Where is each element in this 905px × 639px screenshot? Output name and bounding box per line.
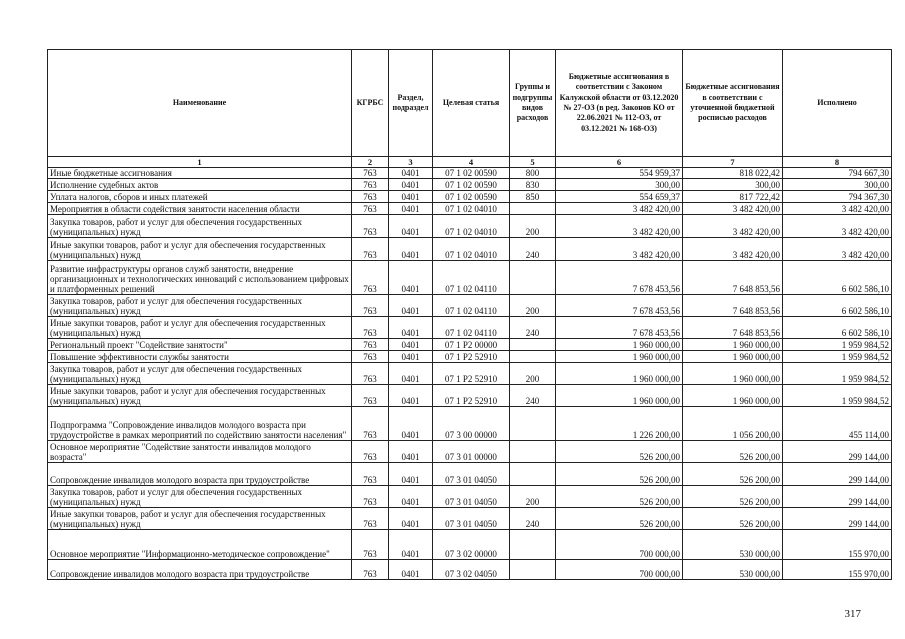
cell-law-amount: 526 200,00: [556, 441, 683, 463]
cell-refined-amount: 1 960 000,00: [683, 363, 783, 385]
cell-name: Сопровождение инвалидов молодого возраста при трудоустройстве: [48, 463, 352, 486]
cell-law-amount: 526 200,00: [556, 508, 683, 530]
cell-section: 0401: [389, 179, 433, 191]
cell-executed-amount: 299 144,00: [783, 441, 892, 463]
table-row: [48, 295, 892, 317]
cell-target: 07 3 01 04050: [433, 463, 510, 486]
cell-name: Иные закупки товаров, работ и услуг для обеспечения государственных (муниципальных) нужд: [48, 238, 352, 261]
cell-name: Основное мероприятие "Содействие занятости инвалидов молодого возраста": [48, 441, 352, 463]
cell-kgrbs: 763: [352, 508, 389, 530]
cell-refined-amount: 3 482 420,00: [683, 238, 783, 261]
cell-kgrbs: 763: [352, 441, 389, 463]
cell-section: 0401: [389, 168, 433, 179]
cell-section: 0401: [389, 191, 433, 203]
cell-section: 0401: [389, 530, 433, 560]
cell-refined-amount: 530 000,00: [683, 560, 783, 580]
cell-law-amount: 7 678 453,56: [556, 261, 683, 295]
cell-refined-amount: 526 200,00: [683, 508, 783, 530]
cell-executed-amount: 1 959 984,52: [783, 351, 892, 363]
cell-name: Мероприятия в области содействия занятости населения области: [48, 203, 352, 215]
cell-law-amount: 1 960 000,00: [556, 385, 683, 407]
cell-group: [510, 261, 556, 295]
cell-law-amount: 554 659,37: [556, 191, 683, 203]
cell-refined-amount: 1 056 200,00: [683, 407, 783, 441]
cell-executed-amount: 3 482 420,00: [783, 203, 892, 215]
cell-kgrbs: 763: [352, 179, 389, 191]
table-row: [48, 168, 892, 179]
table-row: [48, 238, 892, 261]
column-number: 1: [48, 157, 352, 168]
cell-law-amount: 526 200,00: [556, 463, 683, 486]
cell-law-amount: 700 000,00: [556, 560, 683, 580]
cell-law-amount: 300,00: [556, 179, 683, 191]
table-row: [48, 215, 892, 238]
cell-kgrbs: 763: [352, 191, 389, 203]
cell-law-amount: 3 482 420,00: [556, 238, 683, 261]
cell-executed-amount: 794 667,30: [783, 168, 892, 179]
cell-group: 240: [510, 385, 556, 407]
table-row: [48, 351, 892, 363]
cell-law-amount: 554 959,37: [556, 168, 683, 179]
header-target: Целевая статья: [433, 50, 510, 157]
cell-group: 200: [510, 215, 556, 238]
cell-section: 0401: [389, 441, 433, 463]
cell-kgrbs: 763: [352, 560, 389, 580]
cell-name: Развитие инфраструктуры органов служб занятости, внедрение организационных и технологических инноваций с использованием цифровых и платформенных решений: [48, 261, 352, 295]
cell-group: 830: [510, 179, 556, 191]
cell-section: 0401: [389, 486, 433, 508]
cell-refined-amount: 1 960 000,00: [683, 385, 783, 407]
table-row: [48, 530, 892, 560]
cell-kgrbs: 763: [352, 295, 389, 317]
cell-group: 200: [510, 363, 556, 385]
cell-refined-amount: 300,00: [683, 179, 783, 191]
cell-target: 07 1 02 04110: [433, 317, 510, 339]
cell-target: 07 1 P2 52910: [433, 385, 510, 407]
column-number: 8: [783, 157, 892, 168]
column-number: 6: [556, 157, 683, 168]
table-row: [48, 508, 892, 530]
cell-section: 0401: [389, 317, 433, 339]
table-row: [48, 441, 892, 463]
cell-kgrbs: 763: [352, 339, 389, 351]
cell-group: [510, 339, 556, 351]
cell-executed-amount: 299 144,00: [783, 508, 892, 530]
cell-kgrbs: 763: [352, 486, 389, 508]
cell-section: 0401: [389, 508, 433, 530]
cell-executed-amount: 3 482 420,00: [783, 238, 892, 261]
cell-target: 07 1 02 00590: [433, 168, 510, 179]
cell-target: 07 1 P2 52910: [433, 351, 510, 363]
cell-section: 0401: [389, 203, 433, 215]
cell-group: [510, 530, 556, 560]
cell-law-amount: 7 678 453,56: [556, 317, 683, 339]
cell-executed-amount: 1 959 984,52: [783, 339, 892, 351]
cell-executed-amount: 455 114,00: [783, 407, 892, 441]
table-row: [48, 261, 892, 295]
cell-refined-amount: 818 022,42: [683, 168, 783, 179]
cell-name: Повышение эффективности службы занятости: [48, 351, 352, 363]
cell-kgrbs: 763: [352, 317, 389, 339]
cell-refined-amount: 7 648 853,56: [683, 295, 783, 317]
cell-kgrbs: 763: [352, 385, 389, 407]
header-section: Раздел, подраздел: [389, 50, 433, 157]
cell-name: Сопровождение инвалидов молодого возраста при трудоустройстве: [48, 560, 352, 580]
cell-target: 07 3 01 00000: [433, 441, 510, 463]
column-number-row: [48, 157, 892, 168]
table-row: [48, 560, 892, 580]
cell-group: 200: [510, 486, 556, 508]
header-law-allocations: Бюджетные ассигнования в соответствии с Законом Калужской области от 03.12.2020 № 27-ОЗ (в ред. Законов КО от 22.06.2021 № 112-ОЗ, от 03.12.2021 № 168-ОЗ): [556, 50, 683, 157]
cell-target: 07 1 02 04110: [433, 261, 510, 295]
cell-kgrbs: 763: [352, 363, 389, 385]
cell-group: 800: [510, 168, 556, 179]
cell-refined-amount: 3 482 420,00: [683, 203, 783, 215]
table-row: [48, 179, 892, 191]
cell-group: [510, 463, 556, 486]
cell-name: Иные бюджетные ассигнования: [48, 168, 352, 179]
cell-target: 07 1 02 00590: [433, 191, 510, 203]
cell-kgrbs: 763: [352, 203, 389, 215]
cell-kgrbs: 763: [352, 463, 389, 486]
cell-group: [510, 407, 556, 441]
column-number: 5: [510, 157, 556, 168]
cell-name: Основное мероприятие "Информационно-методическое сопровождение": [48, 530, 352, 560]
cell-refined-amount: 1 960 000,00: [683, 351, 783, 363]
cell-section: 0401: [389, 560, 433, 580]
cell-executed-amount: 6 602 586,10: [783, 295, 892, 317]
cell-refined-amount: 3 482 420,00: [683, 215, 783, 238]
cell-refined-amount: 530 000,00: [683, 530, 783, 560]
cell-group: [510, 351, 556, 363]
header-groups: Группы и подгруппы видов расходов: [510, 50, 556, 157]
column-number: 7: [683, 157, 783, 168]
cell-group: [510, 560, 556, 580]
budget-table: [47, 49, 892, 580]
cell-kgrbs: 763: [352, 530, 389, 560]
header-name: Наименование: [48, 50, 352, 157]
table-row: [48, 385, 892, 407]
cell-executed-amount: 155 970,00: [783, 560, 892, 580]
cell-group: [510, 203, 556, 215]
cell-executed-amount: 6 602 586,10: [783, 261, 892, 295]
cell-name: Иные закупки товаров, работ и услуг для обеспечения государственных (муниципальных) нужд: [48, 508, 352, 530]
cell-target: 07 3 01 04050: [433, 508, 510, 530]
table-row: [48, 339, 892, 351]
cell-kgrbs: 763: [352, 168, 389, 179]
cell-law-amount: 3 482 420,00: [556, 203, 683, 215]
cell-executed-amount: 794 367,30: [783, 191, 892, 203]
cell-refined-amount: 7 648 853,56: [683, 261, 783, 295]
cell-section: 0401: [389, 215, 433, 238]
cell-executed-amount: 1 959 984,52: [783, 363, 892, 385]
column-number: 3: [389, 157, 433, 168]
cell-law-amount: 700 000,00: [556, 530, 683, 560]
header-row: [48, 50, 892, 157]
cell-target: 07 1 P2 52910: [433, 363, 510, 385]
cell-refined-amount: 817 722,42: [683, 191, 783, 203]
cell-law-amount: 7 678 453,56: [556, 295, 683, 317]
cell-name: Исполнение судебных актов: [48, 179, 352, 191]
cell-name: Закупка товаров, работ и услуг для обеспечения государственных (муниципальных) нужд: [48, 295, 352, 317]
cell-target: 07 3 02 00000: [433, 530, 510, 560]
cell-target: 07 1 02 04010: [433, 203, 510, 215]
cell-law-amount: 1 960 000,00: [556, 339, 683, 351]
cell-target: 07 3 00 00000: [433, 407, 510, 441]
header-executed: Исполнено: [783, 50, 892, 157]
cell-name: Закупка товаров, работ и услуг для обеспечения государственных (муниципальных) нужд: [48, 215, 352, 238]
cell-executed-amount: 155 970,00: [783, 530, 892, 560]
cell-executed-amount: 300,00: [783, 179, 892, 191]
cell-section: 0401: [389, 407, 433, 441]
table-row: [48, 363, 892, 385]
cell-law-amount: 3 482 420,00: [556, 215, 683, 238]
cell-section: 0401: [389, 295, 433, 317]
cell-group: 240: [510, 508, 556, 530]
table-row: [48, 191, 892, 203]
page-number: 317: [844, 608, 861, 620]
cell-group: 240: [510, 317, 556, 339]
cell-law-amount: 1 226 200,00: [556, 407, 683, 441]
cell-section: 0401: [389, 261, 433, 295]
cell-refined-amount: 526 200,00: [683, 441, 783, 463]
cell-target: 07 1 02 04010: [433, 238, 510, 261]
cell-kgrbs: 763: [352, 215, 389, 238]
cell-section: 0401: [389, 363, 433, 385]
cell-section: 0401: [389, 463, 433, 486]
cell-name: Региональный проект "Содействие занятости": [48, 339, 352, 351]
column-number: 2: [352, 157, 389, 168]
cell-name: Закупка товаров, работ и услуг для обеспечения государственных (муниципальных) нужд: [48, 486, 352, 508]
column-number: 4: [433, 157, 510, 168]
cell-executed-amount: 3 482 420,00: [783, 215, 892, 238]
cell-refined-amount: 1 960 000,00: [683, 339, 783, 351]
cell-name: Подпрограмма "Сопровождение инвалидов молодого возраста при трудоустройстве в рамках мероприятий по содействию занятости населения": [48, 407, 352, 441]
cell-name: Закупка товаров, работ и услуг для обеспечения государственных (муниципальных) нужд: [48, 363, 352, 385]
cell-kgrbs: 763: [352, 407, 389, 441]
cell-target: 07 1 02 04110: [433, 295, 510, 317]
cell-target: 07 3 02 04050: [433, 560, 510, 580]
cell-name: Иные закупки товаров, работ и услуг для обеспечения государственных (муниципальных) нужд: [48, 317, 352, 339]
cell-group: 200: [510, 295, 556, 317]
cell-refined-amount: 526 200,00: [683, 463, 783, 486]
cell-law-amount: 1 960 000,00: [556, 363, 683, 385]
cell-group: [510, 441, 556, 463]
table-row: [48, 463, 892, 486]
cell-name: Уплата налогов, сборов и иных платежей: [48, 191, 352, 203]
table-body: [48, 168, 892, 580]
cell-target: 07 1 02 04010: [433, 215, 510, 238]
cell-refined-amount: 7 648 853,56: [683, 317, 783, 339]
cell-group: 850: [510, 191, 556, 203]
cell-section: 0401: [389, 351, 433, 363]
cell-name: Иные закупки товаров, работ и услуг для обеспечения государственных (муниципальных) нужд: [48, 385, 352, 407]
cell-refined-amount: 526 200,00: [683, 486, 783, 508]
cell-target: 07 1 02 00590: [433, 179, 510, 191]
cell-kgrbs: 763: [352, 351, 389, 363]
cell-section: 0401: [389, 238, 433, 261]
cell-executed-amount: 1 959 984,52: [783, 385, 892, 407]
cell-group: 240: [510, 238, 556, 261]
cell-section: 0401: [389, 385, 433, 407]
cell-target: 07 1 P2 00000: [433, 339, 510, 351]
cell-executed-amount: 6 602 586,10: [783, 317, 892, 339]
header-kgrbs: КГРБС: [352, 50, 389, 157]
cell-executed-amount: 299 144,00: [783, 463, 892, 486]
cell-law-amount: 1 960 000,00: [556, 351, 683, 363]
cell-kgrbs: 763: [352, 261, 389, 295]
table-row: [48, 317, 892, 339]
cell-law-amount: 526 200,00: [556, 486, 683, 508]
table-row: [48, 486, 892, 508]
table-row: [48, 407, 892, 441]
table-row: [48, 203, 892, 215]
cell-executed-amount: 299 144,00: [783, 486, 892, 508]
cell-target: 07 3 01 04050: [433, 486, 510, 508]
cell-kgrbs: 763: [352, 238, 389, 261]
header-refined-allocations: Бюджетные ассигнования в соответствии с уточненной бюджетной росписью расходов: [683, 50, 783, 157]
cell-section: 0401: [389, 339, 433, 351]
document-sheet: [47, 49, 891, 580]
